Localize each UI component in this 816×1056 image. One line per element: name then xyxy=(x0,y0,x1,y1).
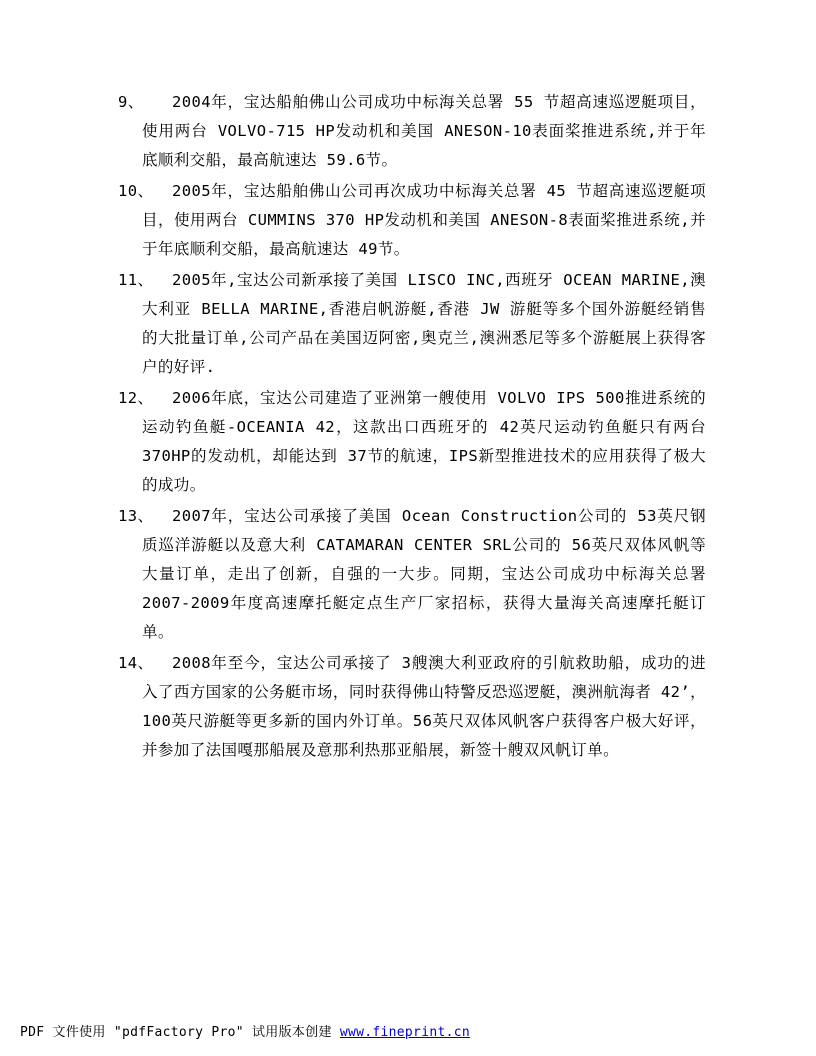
pdf-footer xyxy=(20,1021,470,1040)
list-item xyxy=(118,177,706,264)
list-item xyxy=(118,384,706,500)
item-text: 2004年，宝达船舶佛山公司成功中标海关总署 55 节超高速巡逻艇项目，使用两台 VOLVO-715 HP发动机和美国 ANESON-10表面桨推进系统,并于年底顺利交船，最高航速达 59.6节。 xyxy=(142,93,706,169)
item-text: 2006年底，宝达公司建造了亚洲第一艘使用 VOLVO IPS 500推进系统的运动钓鱼艇-OCEANIA 42，这款出口西班牙的 42英尺运动钓鱼艇只有两台 370HP的发动机，却能达到 37节的航速，IPS新型推进技术的应用获得了极大的成功。 xyxy=(142,389,706,494)
footer-text: PDF 文件使用 "pdfFactory Pro" 试用版本创建 xyxy=(20,1025,340,1040)
item-number: 9、 xyxy=(118,93,144,111)
list-item xyxy=(118,266,706,382)
item-number: 12、 xyxy=(118,389,154,407)
item-number: 10、 xyxy=(118,182,154,200)
item-number: 13、 xyxy=(118,507,154,525)
item-text: 2005年，宝达船舶佛山公司再次成功中标海关总署 45 节超高速巡逻艇项目，使用两台 CUMMINS 370 HP发动机和美国 ANESON-8表面桨推进系统,并于年底顺利交船，最高航速达 49节。 xyxy=(142,182,706,258)
item-text: 2005年,宝达公司新承接了美国 LISCO INC,西班牙 OCEAN MARINE,澳大利亚 BELLA MARINE,香港启帆游艇,香港 JW 游艇等多个国外游艇经销售的大批量订单,公司产品在美国迈阿密,奥克兰,澳洲悉尼等多个游艇展上获得客户的好评. xyxy=(142,271,706,376)
list-item xyxy=(118,88,706,175)
item-text: 2007年，宝达公司承接了美国 Ocean Construction公司的 53英尺钢质巡洋游艇以及意大利 CATAMARAN CENTER SRL公司的 56英尺双体风帆等大量订单，走出了创新，自强的一大步。同期，宝达公司成功中标海关总署 2007-2009年度高速摩托艇定点生产厂家招标，获得大量海关高速摩托艇订单。 xyxy=(142,507,706,641)
milestone-list xyxy=(118,88,706,765)
list-item xyxy=(118,649,706,765)
item-text: 2008年至今，宝达公司承接了 3艘澳大利亚政府的引航救助船，成功的进入了西方国家的公务艇市场，同时获得佛山特警反恐巡逻艇，澳洲航海者 42’，100英尺游艇等更多新的国内外订单。56英尺双体风帆客户获得客户极大好评，并参加了法国嘎那船展及意那利热那亚船展，新签十艘双风帆订单。 xyxy=(142,654,706,759)
item-number: 14、 xyxy=(118,654,154,672)
list-item xyxy=(118,502,706,647)
footer-link[interactable]: www.fineprint.cn xyxy=(339,1025,470,1040)
item-number: 11、 xyxy=(118,271,154,289)
